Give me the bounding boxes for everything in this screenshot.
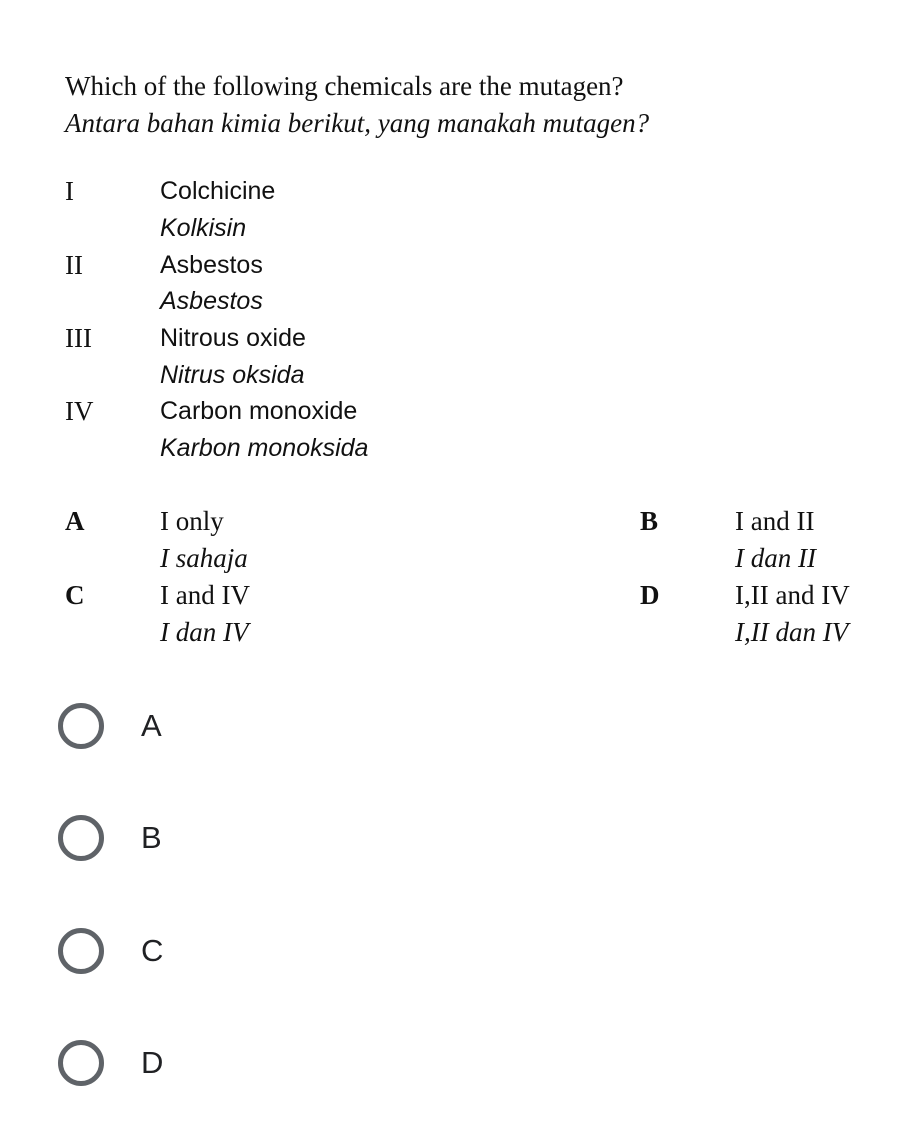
item-numeral: I <box>65 176 74 206</box>
choice-letter: B <box>640 506 659 536</box>
choice-ms: I sahaja <box>160 543 248 573</box>
item-ms: Kolkisin <box>160 214 247 242</box>
choice-en: I and II <box>735 506 815 536</box>
radio-button[interactable] <box>58 703 104 749</box>
item-ms: Karbon monoksida <box>160 434 369 462</box>
option-d[interactable] <box>58 1040 163 1086</box>
item-en: Asbestos <box>160 251 263 279</box>
option-a[interactable] <box>58 703 162 749</box>
item-numeral: II <box>65 250 83 280</box>
choice-en: I,II and IV <box>735 580 850 610</box>
choice-ms: I,II dan IV <box>735 617 849 647</box>
choice-letter: A <box>65 506 85 536</box>
item-numeral: III <box>65 323 92 353</box>
item-en: Nitrous oxide <box>160 324 306 352</box>
option-label: A <box>141 708 162 743</box>
option-c[interactable] <box>58 928 163 974</box>
radio-button[interactable] <box>58 815 104 861</box>
choice-ms: I dan IV <box>160 617 249 647</box>
option-label: C <box>141 933 164 968</box>
choice-letter: D <box>640 580 660 610</box>
radio-button[interactable] <box>58 928 104 974</box>
radio-button[interactable] <box>58 1040 104 1086</box>
choice-ms: I dan II <box>735 543 816 573</box>
item-en: Colchicine <box>160 177 276 205</box>
item-ms: Nitrus oksida <box>160 361 305 389</box>
question-text-ms: Antara bahan kimia berikut, yang manakah mutagen? <box>65 108 650 138</box>
choice-en: I only <box>160 506 224 536</box>
choice-en: I and IV <box>160 580 250 610</box>
question-text-en: Which of the following chemicals are the mutagen? <box>65 71 624 101</box>
choice-letter: C <box>65 580 85 610</box>
option-label: D <box>141 1045 164 1080</box>
option-label: B <box>141 820 162 855</box>
option-b[interactable] <box>58 815 162 861</box>
item-numeral: IV <box>65 396 94 426</box>
item-en: Carbon monoxide <box>160 397 358 425</box>
item-ms: Asbestos <box>160 287 263 315</box>
